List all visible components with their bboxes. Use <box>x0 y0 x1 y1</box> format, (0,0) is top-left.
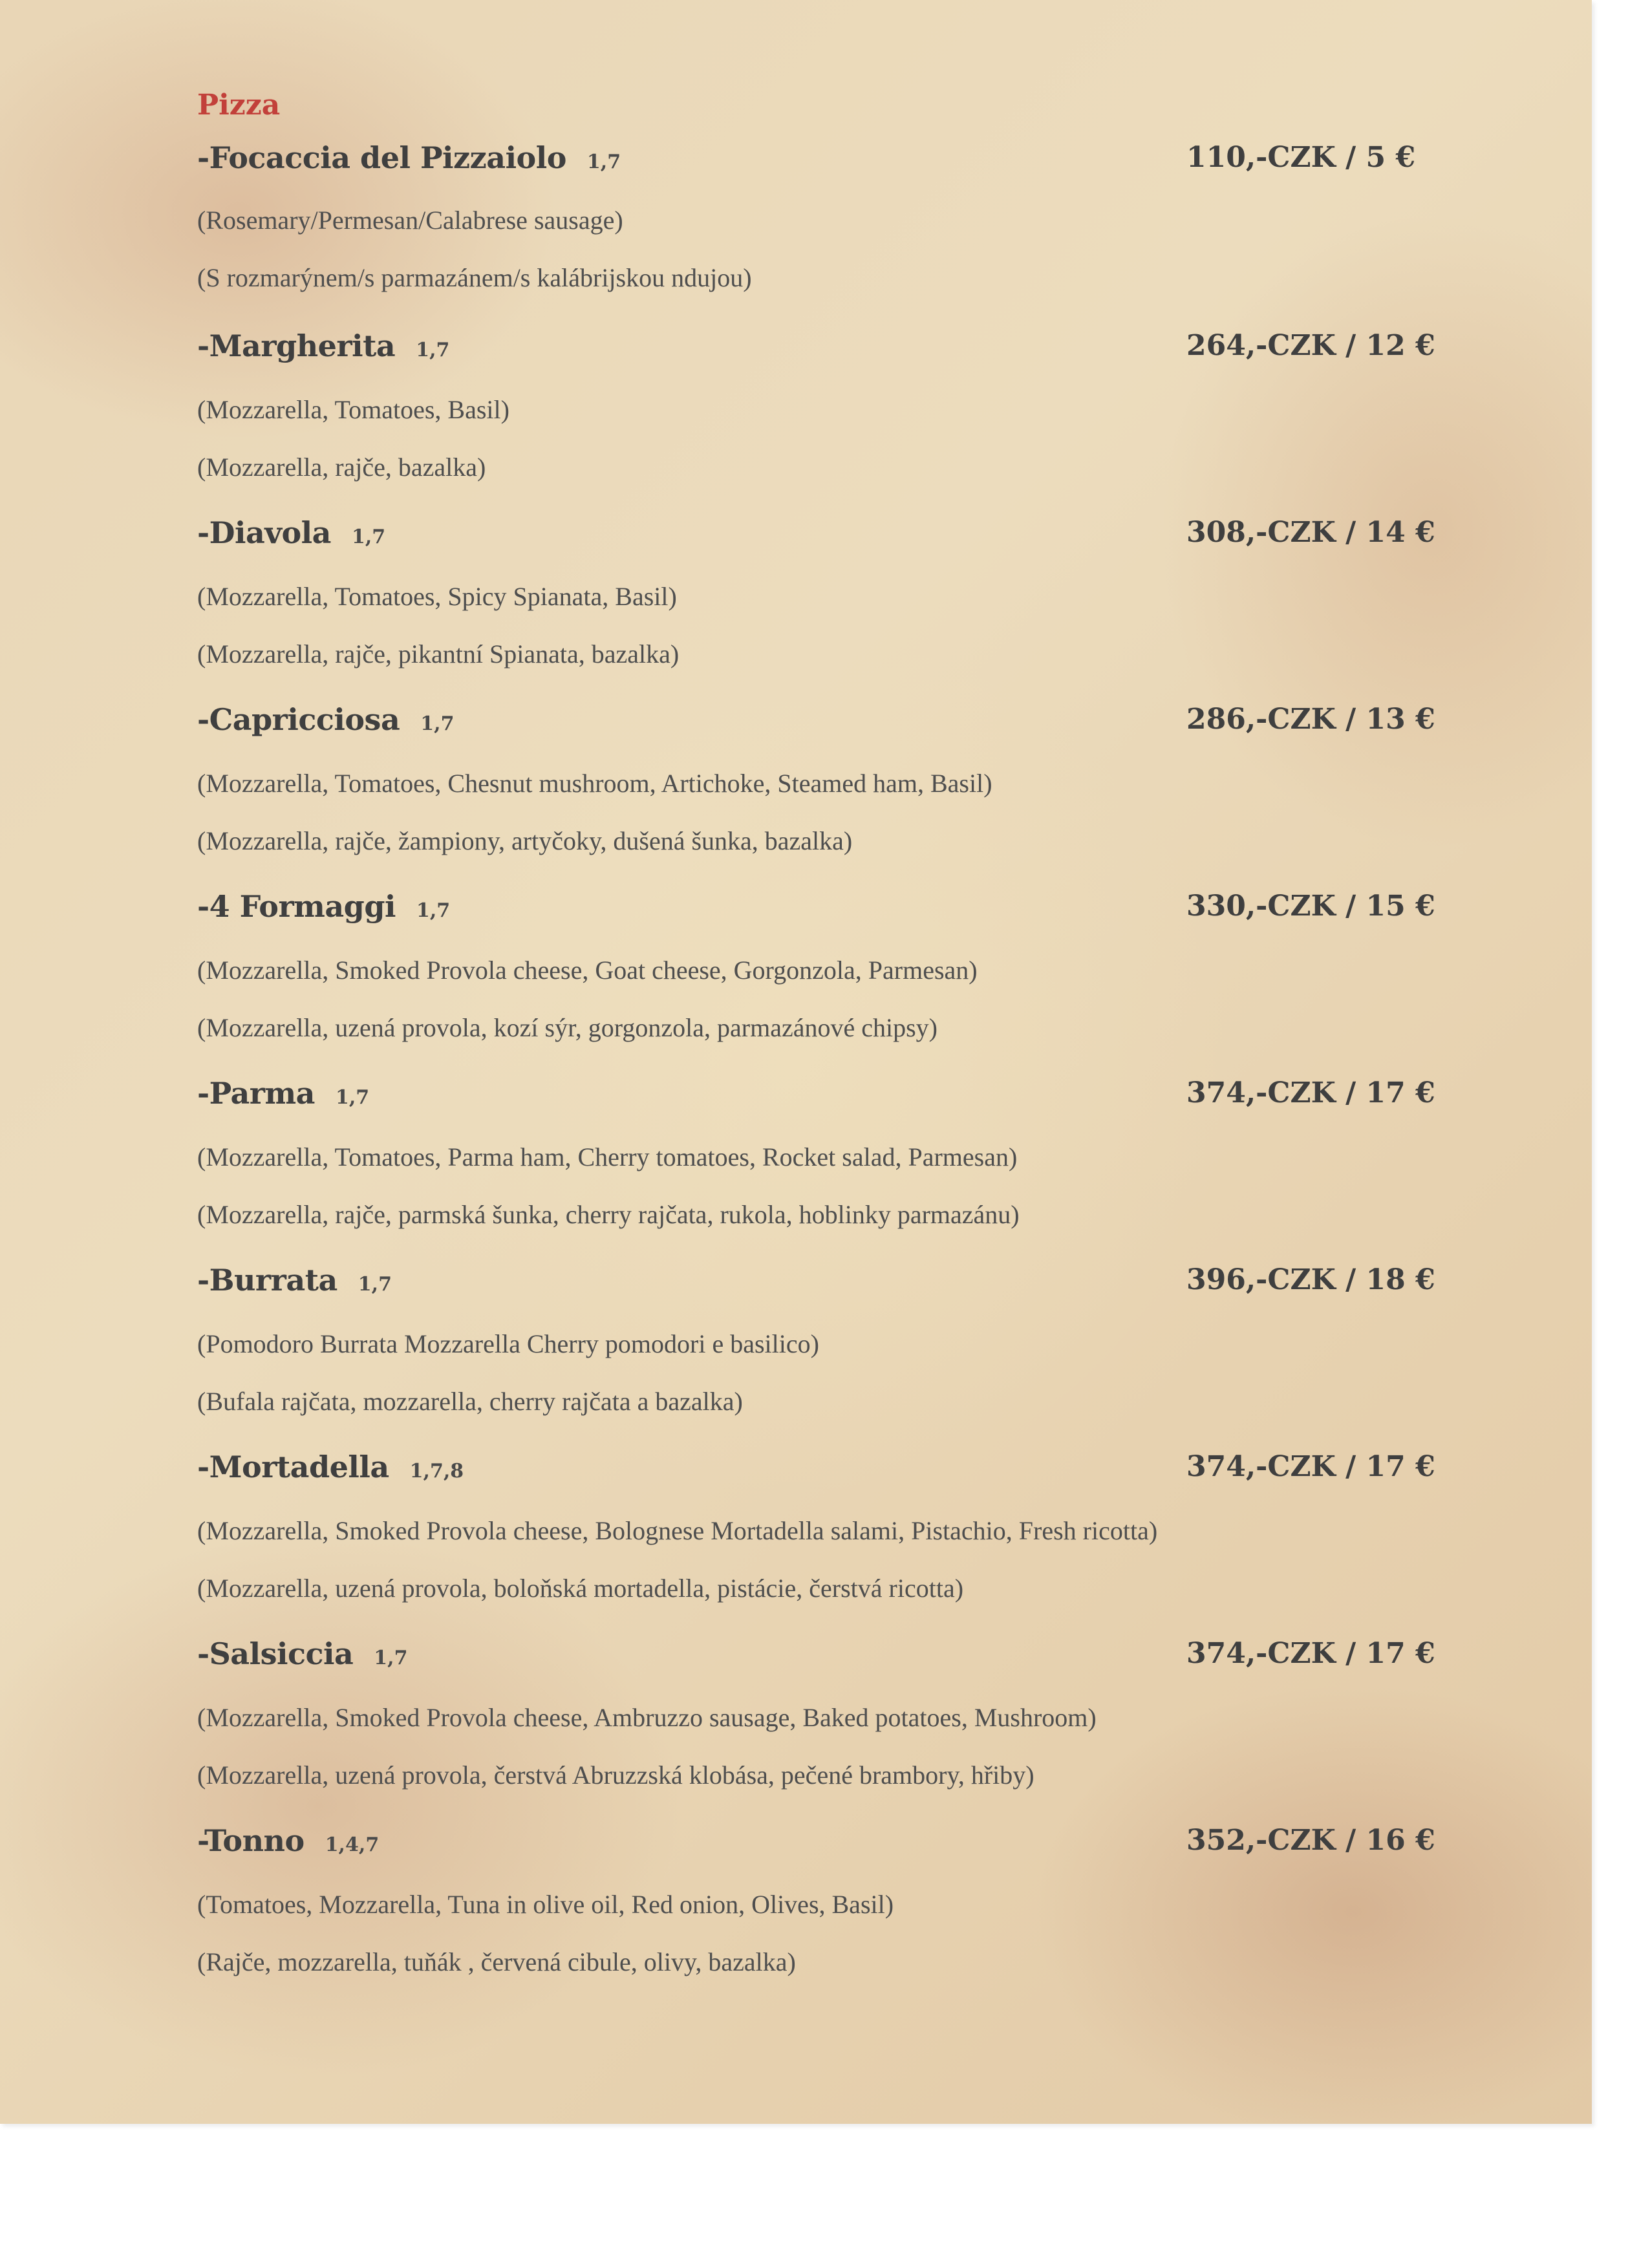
item-allergens: 1,7 <box>374 1647 408 1669</box>
item-price: 110,-CZK / 5 € <box>1186 141 1416 174</box>
item-description-en: (Mozzarella, Tomatoes, Basil) <box>197 395 509 424</box>
item-name: -Mortadella <box>197 1450 389 1484</box>
menu-item <box>197 689 1435 875</box>
item-name: -Burrata <box>197 1263 338 1298</box>
item-description-cz: (Mozzarella, uzená provola, kozí sýr, gorgonzola, parmazánové chipsy) <box>197 1013 938 1042</box>
item-header <box>197 1249 1435 1311</box>
item-description-en: (Rosemary/Permesan/Calabrese sausage) <box>197 206 623 235</box>
item-header <box>197 502 1435 564</box>
item-price: 352,-CZK / 16 € <box>1186 1824 1435 1857</box>
item-description-en: (Mozzarella, Tomatoes, Chesnut mushroom, Artichoke, Steamed ham, Basil) <box>197 769 992 798</box>
item-allergens: 1,4,7 <box>325 1834 380 1856</box>
item-description-en: (Tomatoes, Mozzarella, Tuna in olive oil, Red onion, Olives, Basil) <box>197 1890 894 1919</box>
item-description-cz: (Mozzarella, rajče, parmská šunka, cherry rajčata, rukola, hoblinky parmazánu) <box>197 1200 1020 1229</box>
item-description-en: (Mozzarella, Smoked Provola cheese, Goat cheese, Gorgonzola, Parmesan) <box>197 956 978 985</box>
item-allergens: 1,7 <box>335 1086 370 1109</box>
item-allergens: 1,7 <box>416 899 451 922</box>
menu-item <box>197 502 1435 689</box>
item-name: -Parma <box>197 1076 315 1111</box>
item-name: -Focaccia del Pizzaiolo <box>197 140 566 175</box>
item-description-cz: (Mozzarella, rajče, bazalka) <box>197 453 486 482</box>
item-allergens: 1,7 <box>420 712 455 735</box>
item-description-en: (Mozzarella, Tomatoes, Parma ham, Cherry tomatoes, Rocket salad, Parmesan) <box>197 1142 1018 1171</box>
item-description-cz: (Mozzarella, uzená provola, čerstvá Abruzzská klobása, pečené brambory, hřiby) <box>197 1760 1034 1790</box>
menu-item <box>197 1623 1435 1810</box>
item-price: 374,-CZK / 17 € <box>1186 1450 1435 1483</box>
menu-item <box>197 315 1435 502</box>
item-allergens: 1,7 <box>351 526 386 548</box>
item-name: -Salsiccia <box>197 1636 354 1671</box>
item-price: 374,-CZK / 17 € <box>1186 1637 1435 1670</box>
item-name: -Capricciosa <box>197 702 400 737</box>
item-price: 330,-CZK / 15 € <box>1186 890 1435 923</box>
menu-item <box>197 128 1426 315</box>
item-price: 374,-CZK / 17 € <box>1186 1076 1435 1109</box>
item-name: -Tonno <box>197 1823 305 1858</box>
item-allergens: 1,7 <box>586 151 621 173</box>
menu-item <box>197 1436 1435 1623</box>
item-description-en: (Mozzarella, Tomatoes, Spicy Spianata, Basil) <box>197 582 677 611</box>
item-description-cz: (Mozzarella, rajče, žampiony, artyčoky, dušená šunka, bazalka) <box>197 826 853 855</box>
item-description-en: (Mozzarella, Smoked Provola cheese, Ambruzzo sausage, Baked potatoes, Mushroom) <box>197 1703 1097 1732</box>
item-price: 264,-CZK / 12 € <box>1186 329 1435 362</box>
item-description-cz: (Mozzarella, uzená provola, boloňská mortadella, pistácie, čerstvá ricotta) <box>197 1574 964 1603</box>
item-price: 308,-CZK / 14 € <box>1186 516 1435 549</box>
item-description-cz: (Bufala rajčata, mozzarella, cherry rajčata a bazalka) <box>197 1387 743 1416</box>
menu-item <box>197 1249 1435 1436</box>
item-allergens: 1,7 <box>358 1273 392 1296</box>
item-description-cz: (Mozzarella, rajče, pikantní Spianata, bazalka) <box>197 639 680 669</box>
item-description-cz: (S rozmarýnem/s parmazánem/s kalábrijskou ndujou) <box>197 263 752 292</box>
item-allergens: 1,7 <box>416 339 450 361</box>
item-description-en: (Mozzarella, Smoked Provola cheese, Bolognese Mortadella salami, Pistachio, Fresh ricotta) <box>197 1516 1158 1545</box>
item-name: -Margherita <box>197 328 396 363</box>
item-name: -4 Formaggi <box>197 889 396 924</box>
item-description-en: (Pomodoro Burrata Mozzarella Cherry pomodori e basilico) <box>197 1329 819 1358</box>
item-price: 286,-CZK / 13 € <box>1186 703 1435 736</box>
item-allergens: 1,7,8 <box>409 1460 464 1482</box>
item-header <box>197 315 1435 377</box>
menu-item <box>197 1810 1435 1996</box>
item-description-cz: (Rajče, mozzarella, tuňák , červená cibule, olivy, bazalka) <box>197 1947 796 1976</box>
pizza-menu <box>197 83 1435 1996</box>
item-header <box>197 875 1435 937</box>
section-title: Pizza <box>197 89 281 122</box>
item-name: -Diavola <box>197 515 331 550</box>
item-header <box>197 1436 1435 1498</box>
item-header <box>197 1062 1435 1124</box>
menu-item <box>197 875 1435 1062</box>
item-header <box>197 689 1435 751</box>
item-header <box>197 128 1426 187</box>
item-header <box>197 1810 1435 1872</box>
item-price: 396,-CZK / 18 € <box>1186 1263 1435 1296</box>
item-header <box>197 1623 1435 1685</box>
menu-item <box>197 1062 1435 1249</box>
